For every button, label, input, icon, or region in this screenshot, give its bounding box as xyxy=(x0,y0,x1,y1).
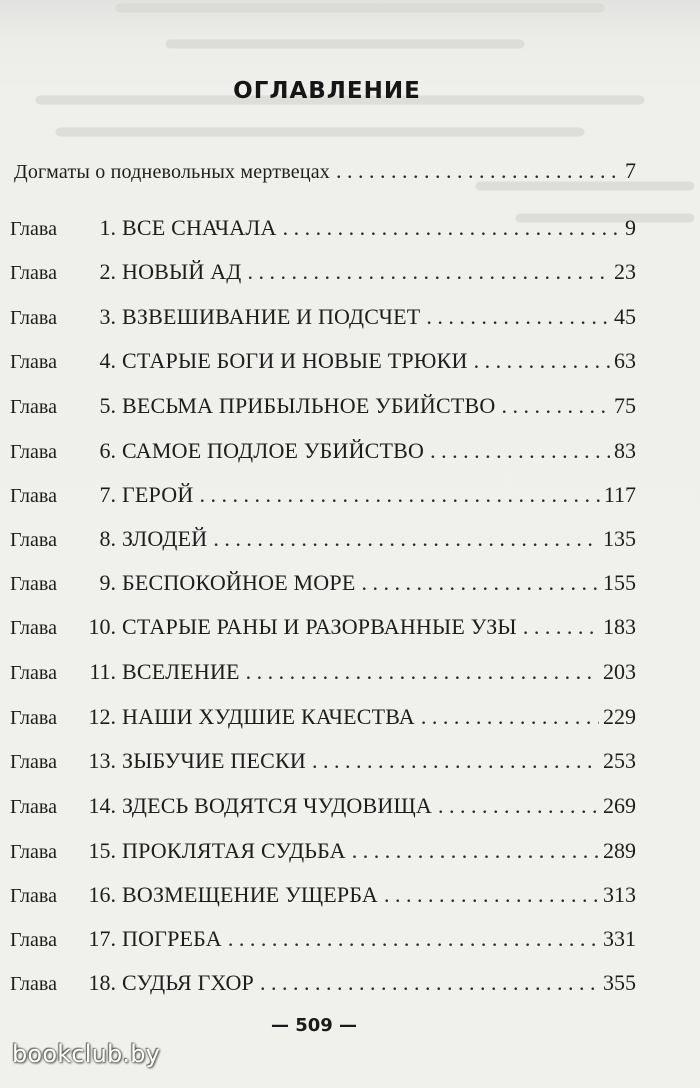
dot-leader xyxy=(312,744,599,778)
chapter-number: 10. xyxy=(88,614,116,639)
toc-entry-title: Догматы о подневольных мертвецах xyxy=(14,161,330,183)
chapter-title: ВСЕ СНАЧАЛА xyxy=(122,215,277,240)
chapter-number: 4. xyxy=(99,348,116,373)
chapter-label: Глава xyxy=(10,662,57,684)
dot-leader xyxy=(501,389,610,423)
chapter-number: 12. xyxy=(88,704,116,729)
chapter-page: 83 xyxy=(614,438,636,463)
toc-entry-chapter-3[interactable] xyxy=(10,300,636,334)
chapter-label: Глава xyxy=(10,796,57,818)
chapter-page: 203 xyxy=(603,659,636,684)
chapter-number: 13. xyxy=(88,748,116,773)
chapter-label: Глава xyxy=(10,573,57,595)
chapter-number: 3. xyxy=(99,304,116,329)
chapter-title: НОВЫЙ АД xyxy=(122,259,242,284)
dot-leader xyxy=(199,478,599,512)
chapter-title: СТАРЫЕ БОГИ И НОВЫЕ ТРЮКИ xyxy=(122,348,468,373)
toc-entry-chapter-9[interactable] xyxy=(10,566,636,600)
chapter-page: 23 xyxy=(614,259,636,284)
chapter-number: 2. xyxy=(99,259,116,284)
chapter-title: ВСЕЛЕНИЕ xyxy=(122,659,240,684)
toc-entry-chapter-18[interactable] xyxy=(10,966,636,1000)
chapter-number: 18. xyxy=(88,970,116,995)
chapter-title: ЗЛОДЕЙ xyxy=(122,526,208,551)
chapter-label: Глава xyxy=(10,262,57,284)
chapter-label: Глава xyxy=(10,307,57,329)
dot-leader xyxy=(361,566,599,600)
chapter-number: 14. xyxy=(88,793,116,818)
dot-leader xyxy=(438,789,599,823)
dot-leader xyxy=(246,655,599,689)
chapter-number: 8. xyxy=(99,526,116,551)
dot-leader xyxy=(384,878,599,912)
chapter-label: Глава xyxy=(10,841,57,863)
toc-entry-chapter-15[interactable] xyxy=(10,834,636,868)
chapter-title: ВЕСЬМА ПРИБЫЛЬНОЕ УБИЙСТВО xyxy=(122,393,496,418)
toc-entry-chapter-8[interactable] xyxy=(10,522,636,556)
chapter-page: 269 xyxy=(603,793,636,818)
chapter-page: 9 xyxy=(625,215,636,240)
toc-entry-chapter-2[interactable] xyxy=(10,255,636,289)
chapter-label: Глава xyxy=(10,529,57,551)
chapter-label: Глава xyxy=(10,218,57,240)
chapter-number: 11. xyxy=(89,659,116,684)
chapter-page: 313 xyxy=(603,882,636,907)
chapter-number: 6. xyxy=(99,438,116,463)
dot-leader xyxy=(228,922,599,956)
dot-leader xyxy=(283,211,621,245)
chapter-page: 75 xyxy=(614,393,636,418)
chapter-number: 15. xyxy=(88,838,116,863)
chapter-title: ЗДЕСЬ ВОДЯТСЯ ЧУДОВИЩА xyxy=(122,793,432,818)
chapter-page: 155 xyxy=(603,570,636,595)
dot-leader xyxy=(430,434,610,468)
chapter-title: ГЕРОЙ xyxy=(122,482,194,507)
chapter-title: НАШИ ХУДШИЕ КАЧЕСТВА xyxy=(122,704,415,729)
chapter-number: 17. xyxy=(88,926,116,951)
chapter-page: 135 xyxy=(603,526,636,551)
chapter-number: 1. xyxy=(99,215,116,240)
chapter-title: СУДЬЯ ГХОР xyxy=(122,970,254,995)
chapter-page: 63 xyxy=(614,348,636,373)
chapter-page: 331 xyxy=(603,926,636,951)
toc-entry-chapter-17[interactable] xyxy=(10,922,636,956)
dot-leader xyxy=(248,255,610,289)
toc-entry-chapter-5[interactable] xyxy=(10,389,636,423)
chapter-title: СТАРЫЕ РАНЫ И РАЗОРВАННЫЕ УЗЫ xyxy=(122,614,517,639)
dot-leader xyxy=(523,610,599,644)
chapter-label: Глава xyxy=(10,617,57,639)
toc-entry-chapter-4[interactable] xyxy=(10,344,636,378)
chapter-label: Глава xyxy=(10,973,57,995)
toc-entry-chapter-16[interactable] xyxy=(10,878,636,912)
chapter-label: Глава xyxy=(10,929,57,951)
dot-leader xyxy=(352,834,599,868)
chapter-page: 183 xyxy=(603,614,636,639)
toc-entry-chapter-6[interactable] xyxy=(10,434,636,468)
toc-entry-chapter-1[interactable] xyxy=(10,211,636,245)
chapter-title: ПРОКЛЯТАЯ СУДЬБА xyxy=(122,838,346,863)
chapter-number: 7. xyxy=(99,482,116,507)
chapter-title: ВОЗМЕЩЕНИЕ УЩЕРБА xyxy=(122,882,379,907)
toc-entry-page: 7 xyxy=(625,158,636,183)
dot-leader xyxy=(336,154,621,188)
toc-entry-intro[interactable] xyxy=(14,154,636,188)
chapter-label: Глава xyxy=(10,485,57,507)
toc-entry-chapter-11[interactable] xyxy=(10,655,636,689)
chapter-label: Глава xyxy=(10,885,57,907)
toc-entry-chapter-12[interactable] xyxy=(10,700,636,734)
chapter-title: ЗЫБУЧИЕ ПЕСКИ xyxy=(122,748,306,773)
chapter-label: Глава xyxy=(10,441,57,463)
toc-entry-chapter-7[interactable] xyxy=(10,478,636,512)
dot-leader xyxy=(213,522,599,556)
chapter-label: Глава xyxy=(10,351,57,373)
dot-leader xyxy=(260,966,599,1000)
dot-leader xyxy=(474,344,610,378)
dot-leader xyxy=(421,700,599,734)
toc-entry-chapter-13[interactable] xyxy=(10,744,636,778)
chapter-number: 9. xyxy=(99,570,116,595)
toc-entry-chapter-10[interactable] xyxy=(10,610,636,644)
chapter-label: Глава xyxy=(10,396,57,418)
chapter-page: 229 xyxy=(603,704,636,729)
chapter-label: Глава xyxy=(10,751,57,773)
page-number: — 509 — xyxy=(270,1015,358,1036)
chapter-number: 5. xyxy=(99,393,116,418)
chapter-page: 289 xyxy=(603,838,636,863)
chapter-number: 16. xyxy=(88,882,116,907)
chapter-title: ВЗВЕШИВАНИЕ И ПОДСЧЕТ xyxy=(122,304,421,329)
chapter-label: Глава xyxy=(10,707,57,729)
chapter-title: ПОГРЕБА xyxy=(122,926,222,951)
toc-heading: ОГЛАВЛЕНИЕ xyxy=(233,78,421,104)
chapter-page: 117 xyxy=(603,482,636,507)
chapter-page: 355 xyxy=(603,970,636,995)
chapter-title: БЕСПОКОЙНОЕ МОРЕ xyxy=(122,570,356,595)
watermark: bookclub.by xyxy=(12,1040,161,1068)
toc-entry-chapter-14[interactable] xyxy=(10,789,636,823)
chapter-title: САМОЕ ПОДЛОЕ УБИЙСТВО xyxy=(122,438,425,463)
chapter-page: 253 xyxy=(603,748,636,773)
dot-leader xyxy=(426,300,610,334)
chapter-page: 45 xyxy=(614,304,636,329)
